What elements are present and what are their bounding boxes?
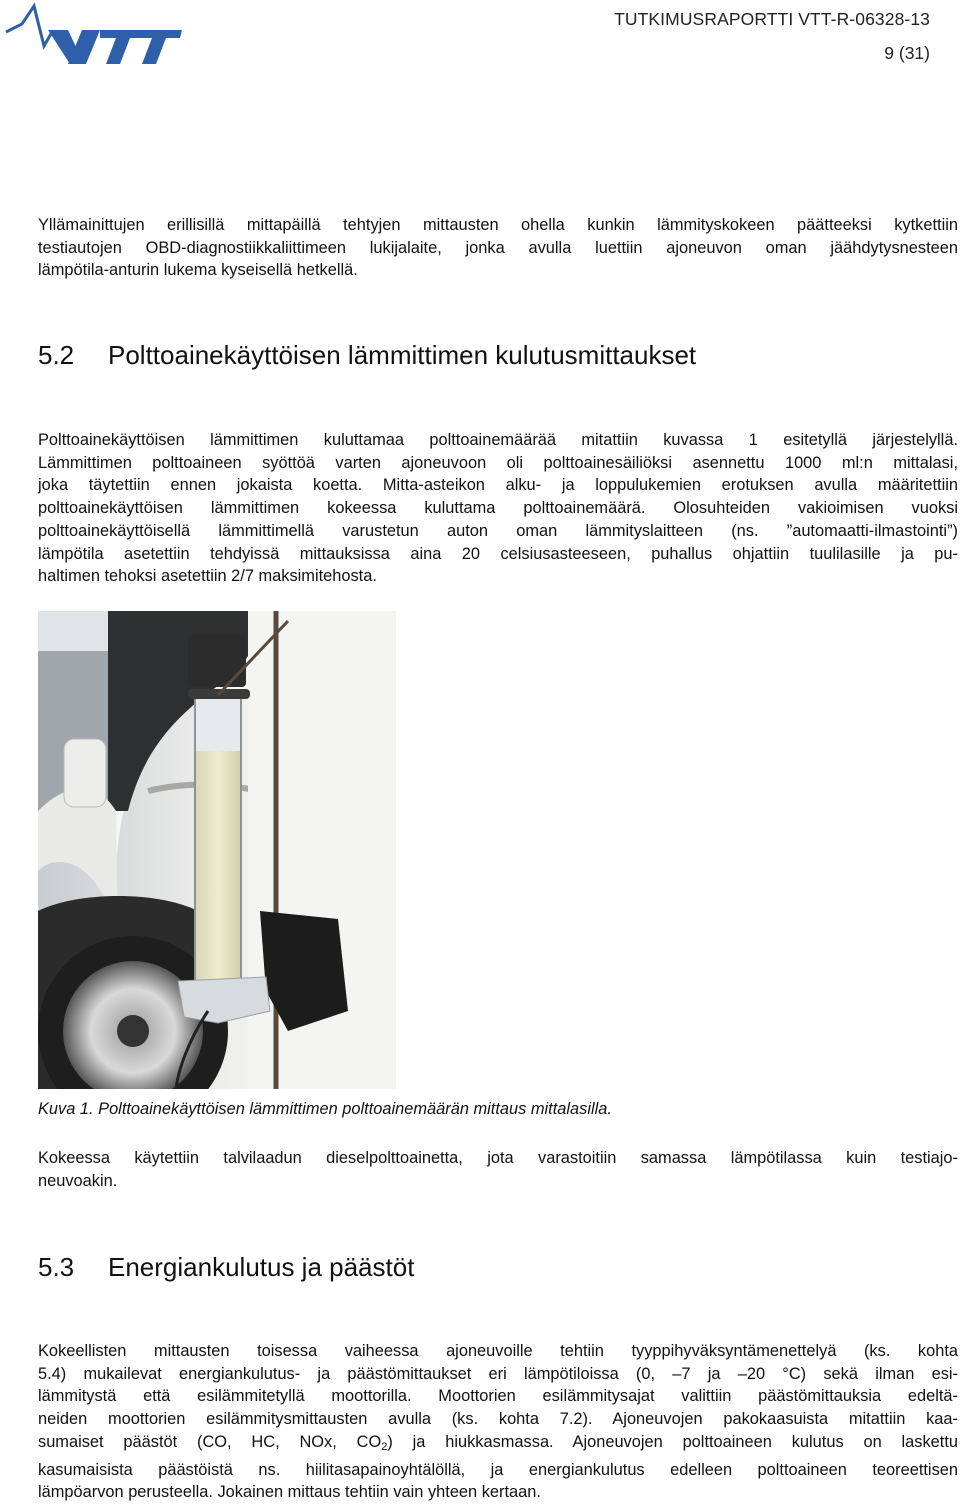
- text-line: lämpötila asetettiin tehdyissä mittauksissa aina 20 celsiusasteeseen, puhallus ohjattiin tuulilasille ja pu-: [38, 544, 958, 563]
- text-line: joka täytettiin ennen jokaista koetta. Mitta-asteikon alku- ja loppulukemien erotuksen avulla määritettiin: [38, 476, 958, 495]
- text-line: Yllämainittujen erillisillä mittapäillä tehtyjen mittausten ohella kunkin lämmityskokeen päätteeksi kytkettiin: [38, 216, 958, 234]
- section-heading-5-2: [38, 340, 696, 371]
- section-number: 5.2: [38, 340, 75, 370]
- intro-paragraph: [38, 214, 958, 282]
- vtt-logo: [4, 2, 184, 68]
- section-title: Energiankulutus ja päästöt: [108, 1252, 415, 1282]
- text-line: 5.4) mukailevat energiankulutus- ja päästömittaukset eri lämpötiloissa (0, –7 ja –20 °C) sekä ilman esi-: [38, 1364, 958, 1383]
- text-line: neuvoakin.: [38, 1171, 118, 1190]
- text-line: Polttoainekäyttöisen lämmittimen kuluttamaa polttoainemäärää mitattiin kuvassa 1 esitetyllä järjestelyllä.: [38, 431, 958, 449]
- fuel-paragraph: [38, 1147, 958, 1192]
- text-line: kasumaisista päästöistä ns. hiilitasapainoyhtälöllä, ja energiankulutus edelleen polttoaineen teoreettisen: [38, 1460, 958, 1479]
- text-line: polttoainekäyttöisen lämmittimen kokeessa kuluttama polttoainemäärä. Olosuhteiden vakioimisen vuoksi: [38, 499, 958, 518]
- section-5-3-paragraph: [38, 1340, 958, 1504]
- text-line: Lämmittimen polttoaineen syöttöä varten ajoneuvoon oli polttoainesäiliöksi asennettu 1000 ml:n mittalasi,: [38, 453, 958, 472]
- section-5-2-paragraph: [38, 429, 958, 588]
- text-fragment: ) ja hiukkasmassa. Ajoneuvojen polttoaineen kulutus on laskettu: [387, 1432, 959, 1451]
- text-line: Kokeessa käytettiin talvilaadun dieselpolttoainetta, jota varastoitiin samassa lämpötilassa kuin testiajo-: [38, 1149, 958, 1167]
- text-line: neiden moottorien esilämmitysmittausten avulla (ks. kohta 7.2). Ajoneuvojen pakokaasuista mitattiin kaa-: [38, 1410, 958, 1429]
- subscript: 2: [381, 1440, 388, 1453]
- text-line: polttoainekäyttöisellä lämmittimellä varustetun auton oman lämmityslaitteen (ns. ”automaatti-ilmastointi”): [38, 521, 958, 540]
- text-line: Kokeellisten mittausten toisessa vaiheessa ajoneuvoille tehtiin tyyppihyväksyntämenettelyä (ks. kohta: [38, 1342, 958, 1360]
- page-number: 9 (31): [884, 43, 930, 63]
- figure-caption: Kuva 1. Polttoainekäyttöisen lämmittimen polttoainemäärän mittaus mittalasilla.: [38, 1100, 612, 1118]
- text-fragment: sumaiset päästöt (CO, HC, NOx, CO: [38, 1432, 382, 1451]
- text-line: testiautojen OBD-diagnostiikkaliittimeen lukijalaite, jonka avulla luettiin ajoneuvon oman jäähdytysnesteen: [38, 238, 958, 257]
- text-line: lämpöarvon perusteella. Jokainen mittaus tehtiin vain yhteen kertaan.: [38, 1483, 541, 1502]
- report-id: TUTKIMUSRAPORTTI VTT-R-06328-13: [614, 9, 930, 29]
- text-line: lämpötila-anturin lukema kyseisellä hetkellä.: [38, 261, 358, 280]
- section-title: Polttoainekäyttöisen lämmittimen kulutusmittaukset: [108, 340, 697, 370]
- text-line: lämmitystä että esilämmitetyllä moottorilla. Moottorien esilämmitysajat valittiin päästömittauksia edeltä-: [38, 1387, 958, 1406]
- figure-photo: [38, 611, 396, 1089]
- text-line: haltimen tehoksi asetettiin 2/7 maksimitehosta.: [38, 567, 377, 586]
- section-number: 5.3: [38, 1252, 75, 1282]
- text-line: [38, 1431, 958, 1459]
- section-heading-5-3: [38, 1252, 414, 1283]
